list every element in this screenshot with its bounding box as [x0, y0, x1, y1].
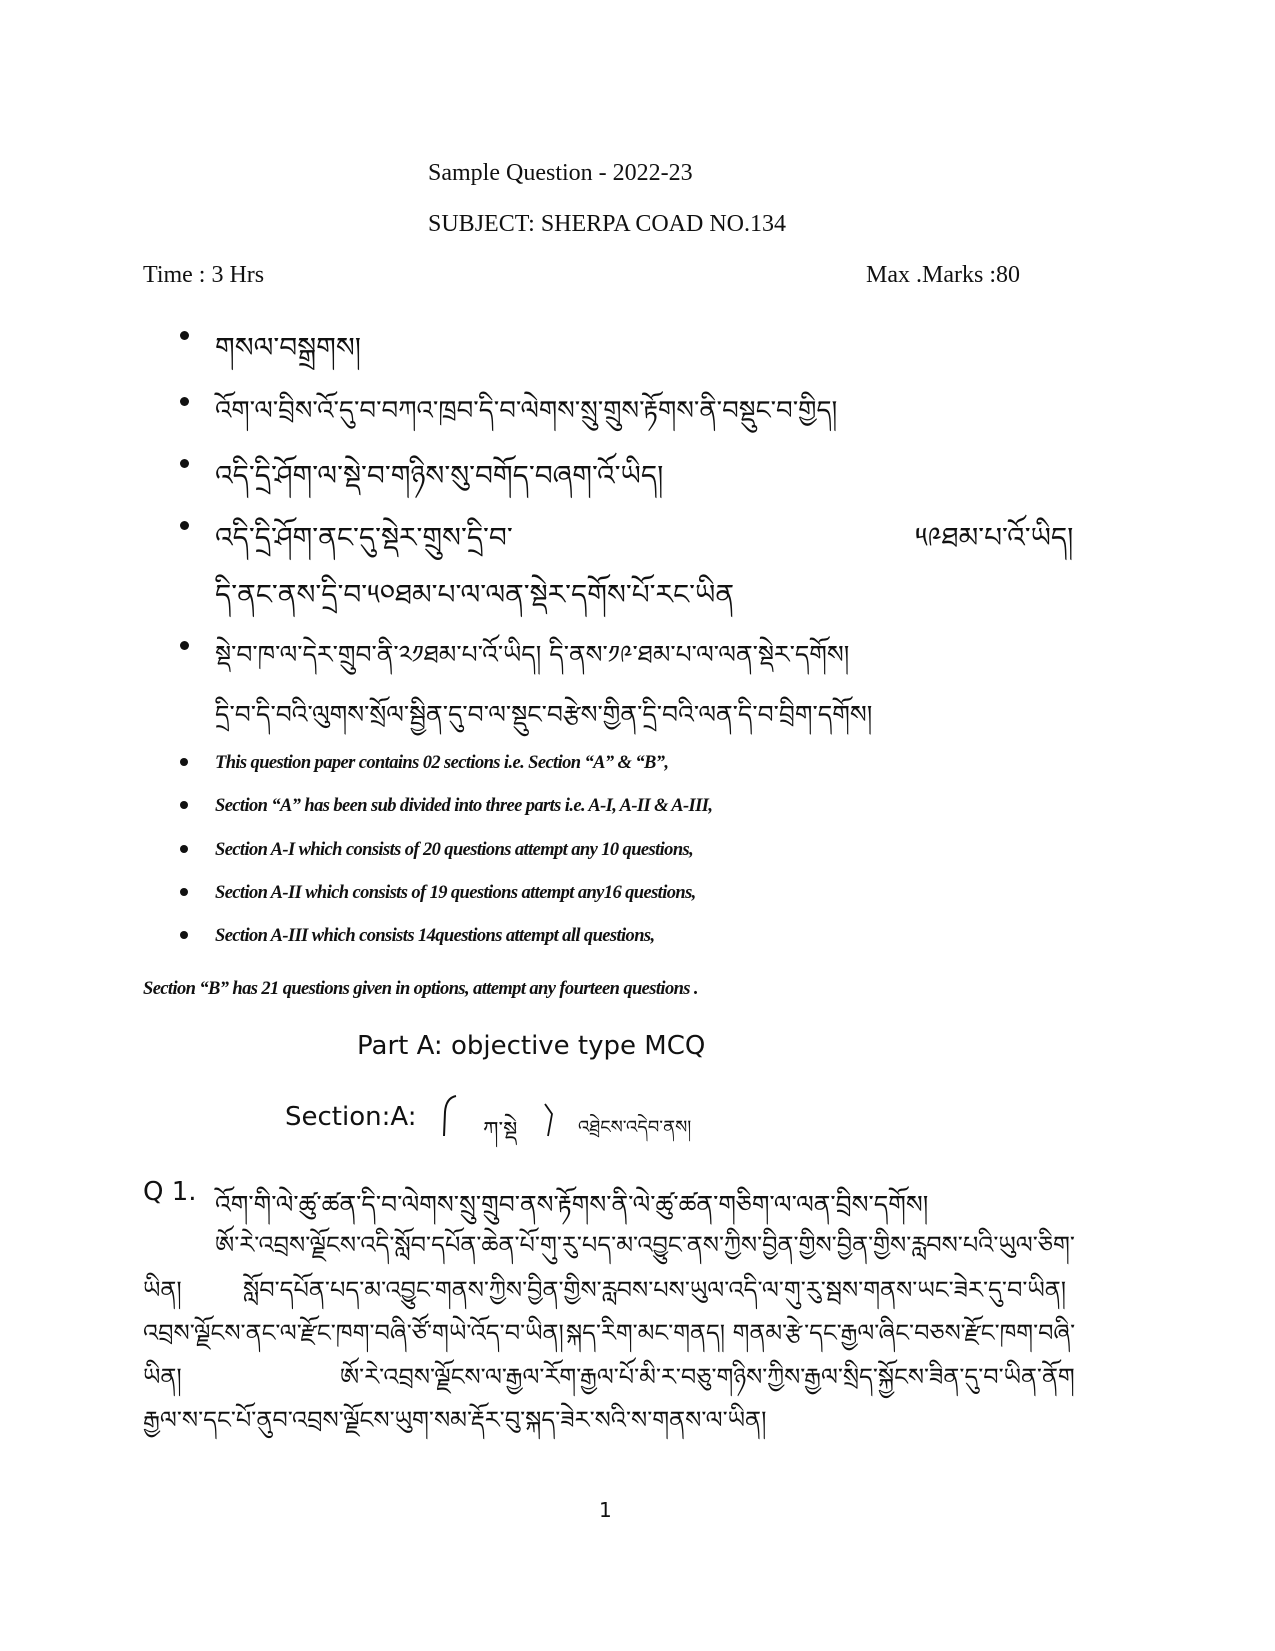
- passage-line-3a: འབྲས་ལྗོངས་ནང་ལ་རྫོང་ཁག་བཞི་ཙོ་གཡེ་འོད་བ་ཡིན།: [143, 1319, 564, 1347]
- time-label: Time : 3 Hrs: [143, 262, 265, 288]
- tibetan-instruction-4-count: ༥༩ཐམ་པ་འོ་ཡིད།: [915, 521, 1074, 554]
- bullet-dot: [180, 521, 189, 530]
- max-marks-label: Max .Marks :80: [866, 262, 1020, 288]
- instruction-section-a1: Section A-I which consists of 20 questions attempt any 10 questions,: [215, 840, 694, 860]
- bullet-dot: [180, 888, 188, 896]
- instruction-section-a2: Section A-II which consists of 19 questions attempt any16 questions,: [215, 883, 696, 903]
- passage-line-2b: སློབ་དཔོན་པད་མ་འབྱུང་གནས་ཀྱིས་བྱིན་གྱིས་རླབས་པས་ཡུལ་འདི་ལ་གུ་རུ་སྦས་གནས་ཡང་ཟེར་དུ་བ་ཡིན།: [243, 1276, 1067, 1304]
- section-a-label: Section:A:: [285, 1102, 417, 1132]
- tibetan-instruction-4-cont: དི་ནང་ནས་དྲི་བ་༥༠ཐམ་པ་ལ་ལན་སྡེར་དགོས་པོ་རང་ཡིན: [215, 578, 735, 611]
- tibetan-instruction-1: གསལ་བསྒྲགས།: [215, 331, 361, 364]
- section-a-instruction: འཐྲེངས་འདེབ་ནས།: [578, 1117, 692, 1138]
- tibetan-instruction-4: འདི་དྲི་ཤོག་ནང་དུ་སྡེར་གྲུས་དྲི་བ་: [215, 521, 513, 554]
- tibetan-instruction-5-cont: དྲི་བ་དི་བའི་ལུགས་སྲོལ་སྦྱིན་དུ་བ་ལ་སྡུང་བརྩེས་གྱིན་དྲི་བའི་ལན་དི་བ་བྲིག་དགོས།: [215, 700, 873, 729]
- left-bracket: [440, 1092, 460, 1140]
- passage-line-4b: ཨོ་རེ་འབྲས་ལྗོངས་ལ་རྒྱལ་རོག་རྒྱལ་པོ་མི་ར་བཅུ་གཉིས་ཀྱིས་རྒྱལ་སྲིད་སྐྱོངས་ཟིན་དུ་བ་ཡིན་ནོག: [340, 1363, 1075, 1391]
- page-number: 1: [599, 1498, 612, 1522]
- bullet-dot: [180, 801, 188, 809]
- bullet-dot: [180, 845, 188, 853]
- passage-line-4a: ཡིན།: [143, 1363, 182, 1391]
- passage-line-2a: ཡིན།: [143, 1276, 182, 1304]
- instruction-sections: This question paper contains 02 sections i.e. Section “A” & “B”,: [215, 753, 669, 773]
- tibetan-instruction-5: སྡེ་བ་ཁ་ལ་དེར་གྲུབ་ནི་༢༡ཐམ་པ་འོ་ཡིད། དི་ནས་༡༩་ཐམ་པ་ལ་ལན་སྡེར་དགོས།: [215, 640, 850, 669]
- instruction-section-a3: Section A-III which consists 14questions attempt all questions,: [215, 926, 655, 946]
- section-a-tibetan: ཀ་སྡེ: [483, 1118, 518, 1143]
- section-b-note: Section “B” has 21 questions given in options, attempt any fourteen questions .: [143, 979, 698, 999]
- bullet-dot: [180, 758, 188, 766]
- tibetan-instruction-2: འོག་ལ་བྲིས་འོ་དུ་བ་བཀའ་ཁྲབ་དི་བ་ལེགས་སྲུ་གྲུས་རྟོགས་ནི་བསྡུང་བ་གྱིད།: [215, 396, 838, 426]
- passage-line-5: རྒྱལ་ས་དང་པོ་ནུབ་འབྲས་ལྗོངས་ཡུག་སམ་རྡོར་བུ་སྐད་ཟེར་སའི་ས་གནས་ལ་ཡིན།: [143, 1406, 767, 1434]
- bullet-dot: [180, 459, 189, 468]
- instruction-section-a-parts: Section “A” has been sub divided into three parts i.e. A-I, A-II & A-III,: [215, 796, 713, 816]
- subject-line: SUBJECT: SHERPA COAD NO.134: [428, 211, 786, 237]
- question-1-label: Q 1.: [143, 1177, 197, 1207]
- bullet-dot: [180, 931, 188, 939]
- tibetan-instruction-3: འདི་དྲི་ཤོག་ལ་སྡེ་བ་གཉིས་སུ་བགོད་བཞག་འོ་ཡིད།: [215, 459, 664, 492]
- passage-line-1: ཨོ་རེ་འབྲས་ལྗོངས་འདི་སློབ་དཔོན་ཆེན་པོ་གུ་རུ་པད་མ་འབྱུང་ནས་ཀྱིས་བྱིན་གྱིས་བྱིན་གྱིས་རླབས་པའི་ཡུལ་ཅིག་: [215, 1231, 1075, 1259]
- passage-line-3b: སྐད་རིག་མང་གནད། གནམ་རྩེ་དང་རྒྱལ་ཞིང་བཅས་རྫོང་ཁག་བཞི་: [566, 1319, 1076, 1347]
- bullet-dot: [180, 641, 189, 650]
- paper-title: Sample Question - 2022-23: [428, 160, 693, 186]
- bullet-dot: [180, 397, 189, 406]
- part-a-heading: Part A: objective type MCQ: [357, 1031, 706, 1061]
- bullet-dot: [180, 331, 189, 340]
- right-bracket: [542, 1100, 556, 1140]
- question-1-prompt: འོག་གི་ལེ་ཚུ་ཚན་དི་བ་ལེགས་སྲུ་གྲུབ་ནས་རྟོགས་ནི་ལེ་ཚུ་ཚན་གཅིག་ལ་ལན་བྲིས་དགོས།: [215, 1190, 929, 1219]
